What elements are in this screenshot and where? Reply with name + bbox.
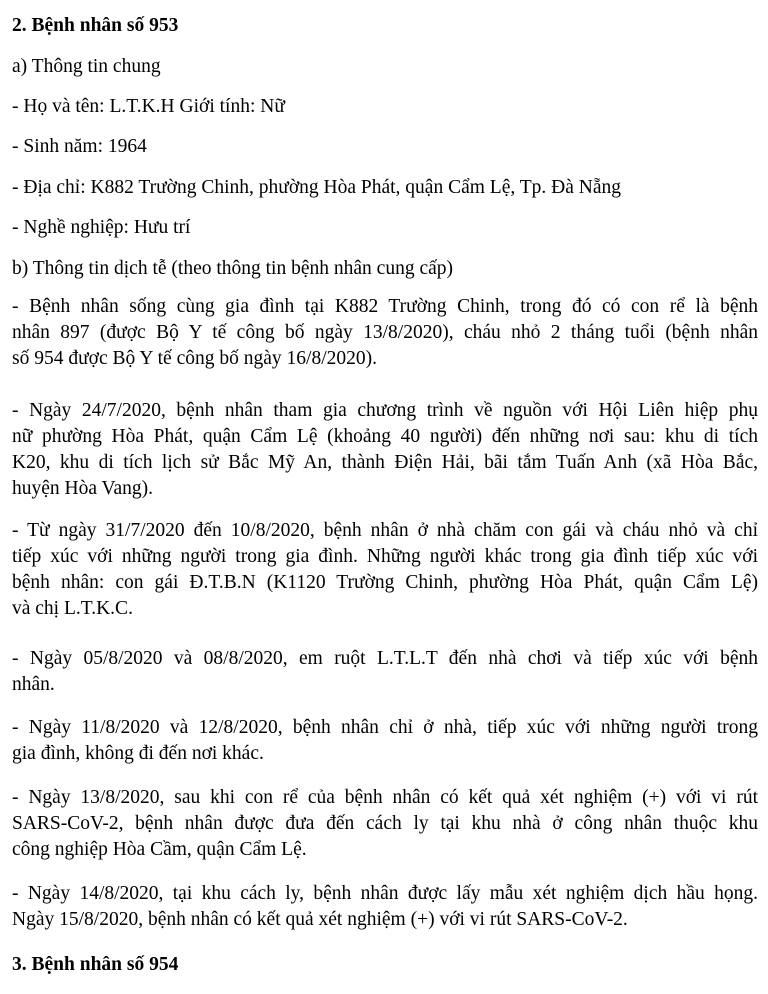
section-heading-patient-954: 3. Bệnh nhân số 954 [12,954,179,975]
birth-year-line: - Sinh năm: 1964 [12,136,147,157]
paragraph-line: - Từ ngày 31/7/2020 đến 10/8/2020, bệnh nhân ở nhà chăm con gái và cháu nhỏ và chỉ [12,520,758,541]
paragraph-line: nhân. [12,674,55,695]
paragraph-line: huyện Hòa Vang). [12,478,153,499]
paragraph-family [12,294,758,372]
epidemiology-label: b) Thông tin dịch tễ (theo thông tin bệnh nhân cung cấp) [12,258,453,279]
paragraph-line: - Ngày 24/7/2020, bệnh nhân tham gia chương trình về nguồn với Hội Liên hiệp phụ [12,400,758,421]
paragraph-line: - Ngày 14/8/2020, tại khu cách ly, bệnh nhân được lấy mẫu xét nghiệm dịch hầu họng. [12,883,758,904]
paragraph-line: - Bệnh nhân sống cùng gia đình tại K882 Trường Chinh, trong đó có con rể là bệnh [12,296,758,317]
paragraph-august-5 [12,646,758,698]
paragraph-line: - Ngày 13/8/2020, sau khi con rể của bệnh nhân có kết quả xét nghiệm (+) với vi rút [12,787,758,808]
paragraph-line: SARS-CoV-2, bệnh nhân được đưa đến cách ly tại khu nhà ở công nhân thuộc khu [12,813,758,834]
general-info-label: a) Thông tin chung [12,56,161,77]
paragraph-line: - Ngày 05/8/2020 và 08/8/2020, em ruột L.T.L.T đến nhà chơi và tiếp xúc với bệnh [12,648,758,669]
paragraph-line: nữ phường Hòa Phát, quận Cẩm Lệ (khoảng 40 người) đến những nơi sau: khu di tích [12,426,758,447]
paragraph-august-11 [12,715,758,767]
paragraph-line: Ngày 15/8/2020, bệnh nhân có kết quả xét nghiệm (+) với vi rút SARS-CoV-2. [12,909,628,930]
paragraph-july-31 [12,518,758,622]
paragraph-august-13 [12,785,758,863]
paragraph-line: - Ngày 11/8/2020 và 12/8/2020, bệnh nhân chỉ ở nhà, tiếp xúc với những người trong [12,717,758,738]
address-line: - Địa chỉ: K882 Trường Chinh, phường Hòa Phát, quận Cẩm Lệ, Tp. Đà Nẵng [12,177,622,198]
paragraph-line: công nghiệp Hòa Cầm, quận Cẩm Lệ. [12,839,307,860]
paragraph-line: và chị L.T.K.C. [12,598,133,619]
paragraph-july-24 [12,398,758,502]
section-heading-patient-953: 2. Bệnh nhân số 953 [12,15,179,36]
paragraph-line: gia đình, không đi đến nơi khác. [12,743,264,764]
paragraph-line: số 954 được Bộ Y tế công bố ngày 16/8/2020). [12,348,377,369]
paragraph-line: bệnh nhân: con gái Đ.T.B.N (K1120 Trường Chinh, phường Hòa Phát, quận Cẩm Lệ) [12,572,758,593]
paragraph-line: tiếp xúc với những người trong gia đình. Những người khác trong gia đình tiếp xúc với [12,546,758,567]
paragraph-line: nhân 897 (được Bộ Y tế công bố ngày 13/8/2020), cháu nhỏ 2 tháng tuổi (bệnh nhân [12,322,758,343]
name-gender-line: - Họ và tên: L.T.K.H Giới tính: Nữ [12,96,285,117]
paragraph-august-14 [12,881,758,933]
paragraph-line: K20, khu di tích lịch sử Bắc Mỹ An, thành Điện Hải, bãi tắm Tuấn Anh (xã Hòa Bắc, [12,452,758,473]
occupation-line: - Nghề nghiệp: Hưu trí [12,217,191,238]
